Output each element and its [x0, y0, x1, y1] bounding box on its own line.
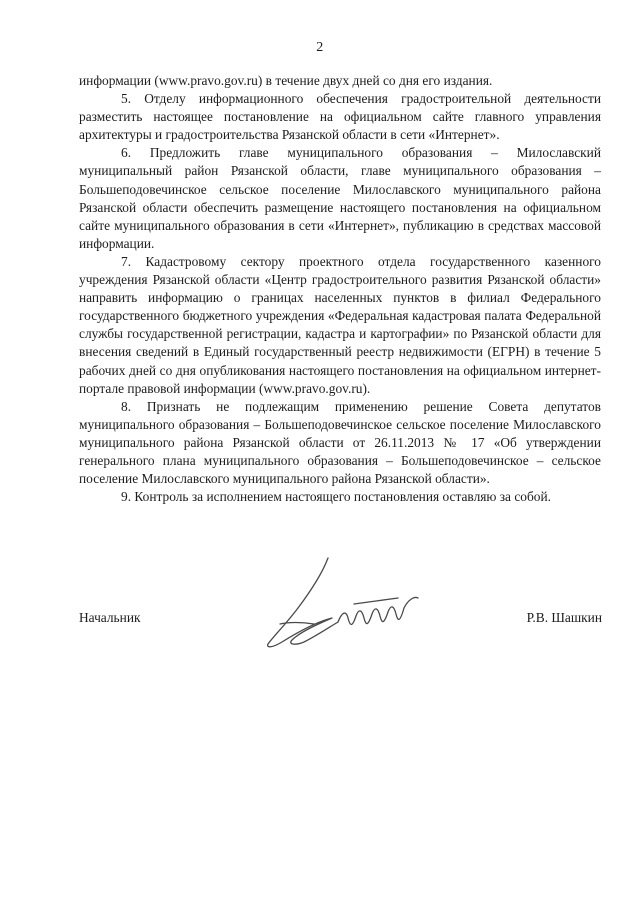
paragraph-continuation: информации (www.pravo.gov.ru) в течение двух дней со дня его издания. [79, 73, 493, 88]
paragraph-item-5: 5. Отделу информационного обеспечения градостроительной деятельности разместить настоящее постановление на официальном сайте главного управления архитектуры и градостроительства Рязанской области в сети «Интернет». [79, 91, 601, 143]
signatory-name: Р.В. Шашкин [526, 610, 602, 625]
document-body [79, 72, 601, 506]
paragraph-item-8: 8. Признать не подлежащим применению решение Совета депутатов муниципального образования – Большеподовечинское сельское поселение Милославского муниципального района Рязанской области от 26.11.2013 № 17 «Об утверждении генерального плана муниципального образования – Большеподовечинское – сельское поселение Милославского муниципального района Рязанской области». [79, 398, 601, 487]
page-number: 2 [316, 40, 324, 55]
paragraph-item-9: 9. Контроль за исполнением настоящего постановления оставляю за собой. [121, 489, 552, 505]
paragraph-item-7: 7. Кадастровому сектору проектного отдела государственного казенного учреждения Рязанской области «Центр градостроительного развития Рязанской области» направить информацию о границах населенных пунктов в филиал Федерального государственного бюджетного учреждения «Федеральная кадастровая палата Федеральной службы государственной регистрации, кадастра и картографии» по Рязанской области для внесения сведений в Единый государственный реестр недвижимости (ЕГРН) в течение 5 рабочих дней со дня опубликования настоящего постановления на официальном интернет-портале правовой информации (www.pravo.gov.ru). [79, 253, 601, 396]
handwritten-signature [258, 552, 428, 662]
paragraph-item-6: 6. Предложить главе муниципального образования – Милославский муниципальный район Рязанской области, главе муниципального образования – Большеподовечинское сельское поселение Милославского муниципального района Рязанской области обеспечить размещение настоящего постановления на официальном сайте муниципального образования в сети «Интернет», публикацию в средствах массовой информации. [79, 145, 601, 251]
signatory-position: Начальник [79, 610, 141, 625]
